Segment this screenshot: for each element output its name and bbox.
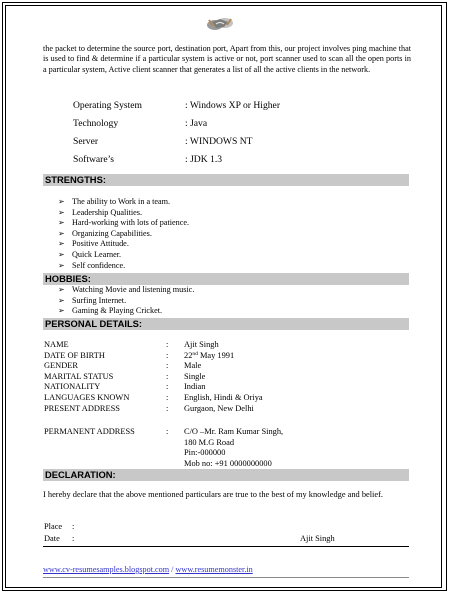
tech-key: Operating System [73, 100, 143, 111]
date-row: Date : [44, 534, 75, 543]
strengths-heading: STRENGTHS: [43, 174, 409, 186]
list-item: ➢ Organizing Capabilities. [58, 228, 152, 238]
list-item: ➢ Watching Movie and listening music. [58, 285, 195, 294]
list-item: ➢ Leadership Qualities. [58, 207, 143, 217]
address-line: Mob no: +91 0000000000 [184, 458, 272, 468]
list-item: ➢ Positive Attitude. [58, 239, 129, 249]
place-row: Place : [44, 522, 75, 531]
tech-key: Software’s [73, 154, 115, 165]
footer-separator: / [169, 565, 176, 574]
tech-value: : Java [185, 118, 208, 129]
arrow-bullet-icon: ➢ [58, 249, 65, 259]
arrow-bullet-icon: ➢ [58, 197, 65, 206]
address-line: Pin:-000000 [184, 448, 226, 458]
declaration-text: I hereby declare that the above mentioned particulars are true to the best of my knowledge and belief. [43, 490, 383, 499]
list-item: ➢ Hard-working with lots of patience. [58, 218, 190, 228]
tech-value: : Windows XP or Higher [185, 100, 281, 111]
tech-key: Server [73, 136, 99, 147]
arrow-bullet-icon: ➢ [58, 218, 65, 228]
footer-link-resumemonster[interactable]: www.resumemonster.in [175, 565, 253, 574]
list-item: ➢ The ability to Work in a team. [58, 197, 171, 206]
arrow-bullet-icon: ➢ [58, 306, 65, 316]
tech-value: : JDK 1.3 [185, 154, 223, 165]
signature-name: Ajit Singh [300, 534, 335, 543]
footer-link-cv-resumesamples[interactable]: www.cv-resumesamples.blogspot.com [43, 565, 170, 574]
arrow-bullet-icon: ➢ [58, 207, 65, 217]
declaration-heading: DECLARATION: [43, 469, 409, 481]
arrow-bullet-icon: ➢ [58, 260, 65, 270]
footer [43, 565, 253, 574]
hobbies-list [58, 285, 194, 317]
arrow-bullet-icon: ➢ [58, 239, 65, 249]
arrow-bullet-icon: ➢ [58, 295, 65, 305]
address-line: 180 M.G Road [184, 437, 235, 447]
list-item: ➢ Surfing Internet. [58, 295, 127, 305]
personal-details-heading: PERSONAL DETAILS: [43, 318, 409, 330]
handshake-icon [206, 13, 234, 35]
tech-value: : WINDOWS NT [185, 136, 253, 147]
arrow-bullet-icon: ➢ [58, 285, 65, 294]
list-item: ➢ Gaming & Playing Cricket. [58, 306, 163, 316]
list-item: ➢ Quick Learner. [58, 249, 122, 259]
project-description: the packet to determine the source port, destination port, Apart from this, our project involves ping machine that is used to find & determine if a particular system is active or not, port scanner used to scan all the open ports in a particular system, Active client scanner that generates a list of all the active clients in the network. [43, 44, 411, 74]
strengths-list [58, 197, 189, 271]
list-item: ➢ Self confidence. [58, 260, 126, 270]
hobbies-heading: HOBBIES: [43, 273, 409, 285]
footer-divider [43, 577, 409, 578]
address-line: C/O –Mr. Ram Kumar Singh, [184, 427, 284, 436]
arrow-bullet-icon: ➢ [58, 228, 65, 238]
divider [43, 546, 409, 547]
tech-key: Technology [73, 118, 119, 129]
